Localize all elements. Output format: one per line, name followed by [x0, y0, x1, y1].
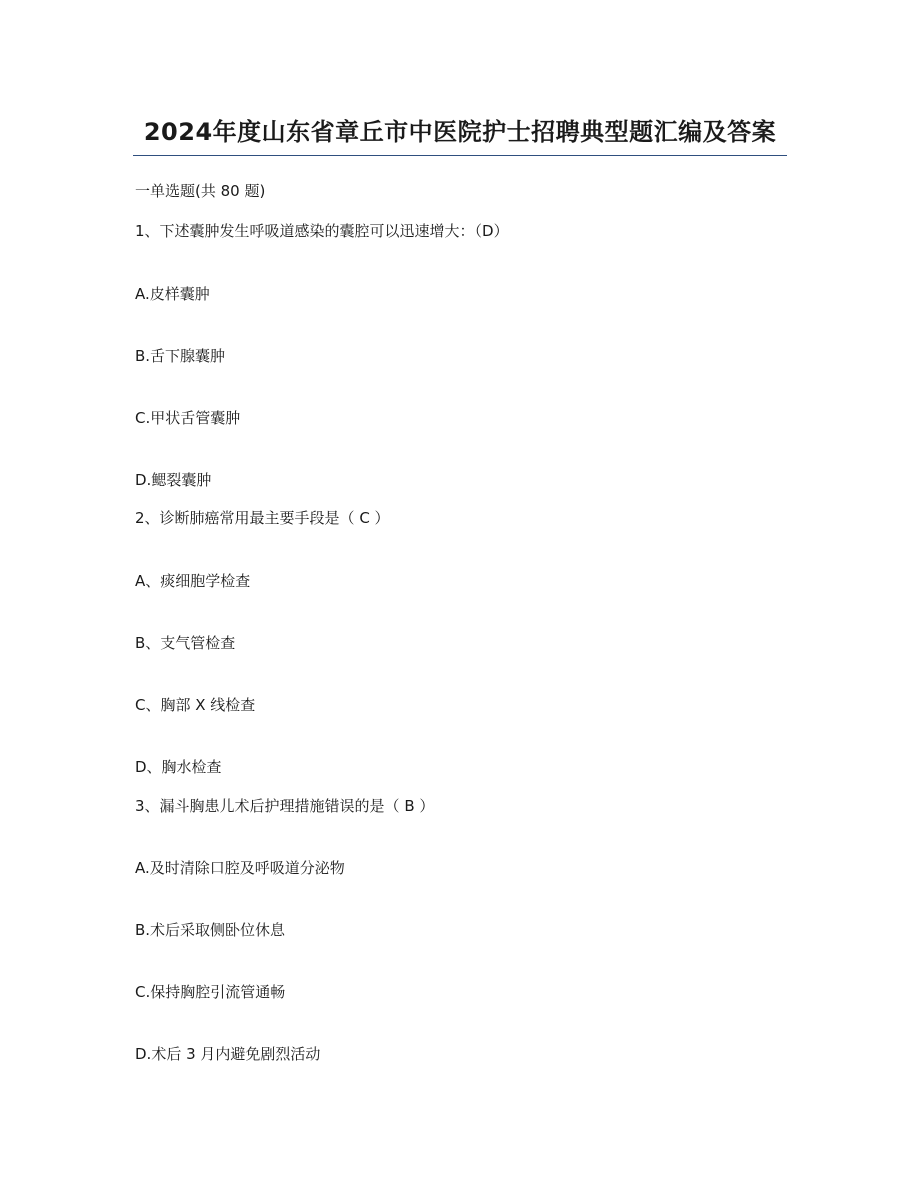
question-1-option-c: C.甲状舌管囊肿 [135, 409, 241, 427]
question-3-option-d: D.术后 3 月内避免剧烈活动 [135, 1045, 321, 1063]
question-1-option-a: A.皮样囊肿 [135, 285, 210, 303]
question-2-option-d: D、胸水检查 [135, 758, 222, 776]
title-underline [133, 155, 787, 156]
question-2-option-a: A、痰细胞学检查 [135, 572, 251, 590]
page-title: 2024年度山东省章丘市中医院护士招聘典型题汇编及答案 [143, 118, 777, 146]
question-2-option-b: B、支气管检查 [135, 634, 236, 652]
question-2-option-c: C、胸部 X 线检查 [135, 696, 256, 714]
question-1-option-b: B.舌下腺囊肿 [135, 347, 226, 365]
question-3-option-a: A.及时清除口腔及呼吸道分泌物 [135, 859, 345, 877]
question-3-stem: 3、漏斗胸患儿术后护理措施错误的是（ B ） [135, 797, 435, 815]
question-2-stem: 2、诊断肺癌常用最主要手段是（ C ） [135, 509, 390, 527]
question-1-option-d: D.鳃裂囊肿 [135, 471, 212, 489]
question-3-option-c: C.保持胸腔引流管通畅 [135, 983, 286, 1001]
section-header: 一单选题(共 80 题) [135, 182, 266, 200]
question-3-option-b: B.术后采取侧卧位休息 [135, 921, 286, 939]
question-1-stem: 1、下述囊肿发生呼吸道感染的囊腔可以迅速增大：（D） [135, 222, 509, 240]
